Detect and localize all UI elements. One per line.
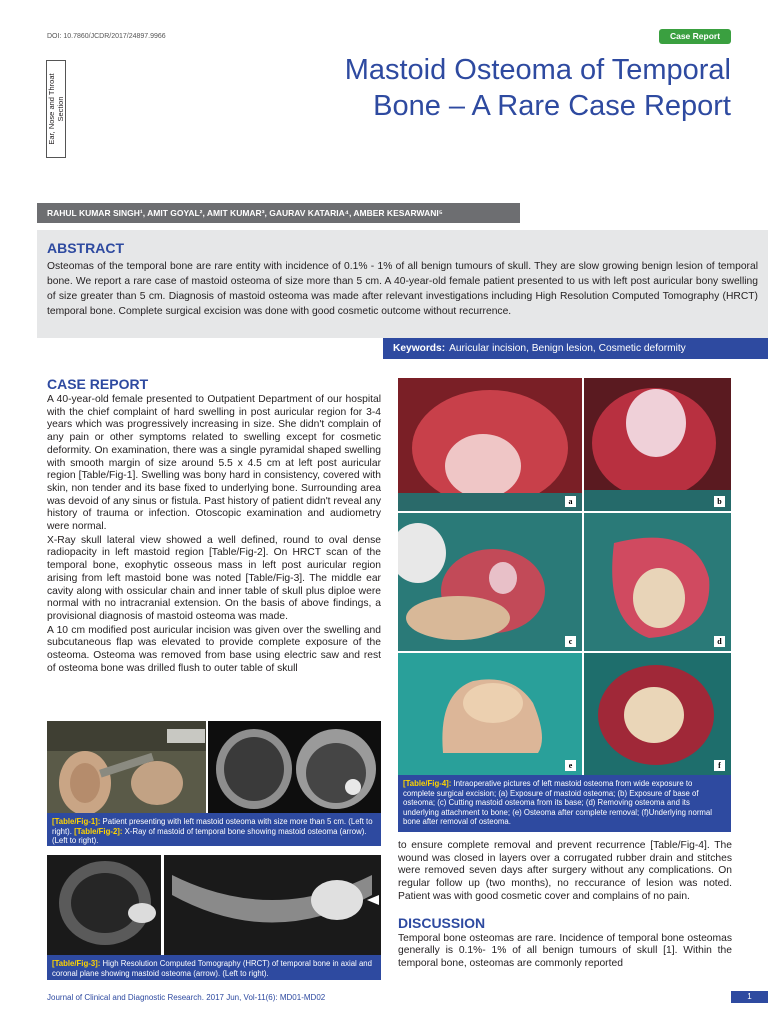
fig4b-illustration: [584, 378, 731, 511]
fig4-panel-c: [398, 513, 582, 651]
fig3-ct-images: [47, 855, 381, 955]
case-report-section: [47, 376, 381, 675]
keywords-label: Keywords:: [393, 343, 446, 354]
fig3-illustration: [47, 855, 381, 955]
fig4c-illustration: [398, 513, 582, 651]
fig1-patient-photo: [47, 721, 206, 813]
case-report-heading: CASE REPORT: [47, 376, 149, 392]
doi: DOI: 10.7860/JCDR/2017/24897.9966: [47, 33, 166, 40]
panel-label-a: a: [565, 496, 576, 507]
discussion-text: Temporal bone osteomas are rare. Incidence of temporal bone osteomas generally is 0.1%- 1% of all benign tumours of skull [1]. Within the temporal bone, osteomas are commonly reported: [398, 932, 732, 969]
abstract-section: [37, 230, 768, 338]
case-report-paragraph-1: A 40-year-old female presented to Outpatient Department of our hospital with the chief complaint of hard swelling in post auricular region for 3-4 years which was progressively increasing in size. She didn't complain of any pain or other symptoms related to swelling except for cosmetic deformity. On examination, there was a single pyramidal shaped swelling with smooth margin of size around 5.5 x 4.5 cm at left post auricular region [Table/Fig-1]. Swelling was bony hard in consistency, covered with skin, non tender and its base fixed to underlying bone. Surrounding area was devoid of any sinus or fistula. Past history of patient didn't reveal any history of trauma or infection. Otoscopic examination and audiometry were normal.: [47, 394, 381, 533]
fig2-caption-text: X-Ray of mastoid of temporal bone showing mastoid osteoma (arrow). (Left to right).: [52, 826, 367, 846]
author-list: RAHUL KUMAR SINGH¹, AMIT GOYAL², AMIT KUMAR³, GAURAV KATARIA⁴, AMBER KESARWANI⁵: [37, 203, 520, 223]
panel-label-c: c: [565, 636, 576, 647]
fig1-caption-text: Patient presenting with left mastoid osteoma with size more than 5 cm. (Left to right).: [52, 817, 373, 836]
fig4-label: [Table/Fig-4]:: [403, 779, 452, 788]
panel-label-e: e: [565, 760, 576, 771]
title-line-1: Mastoid Osteoma of Temporal: [344, 54, 731, 86]
fig4-panel-f: [584, 653, 731, 775]
case-report-paragraph-3: A 10 cm modified post auricular incision was given over the swelling and subcutaneous flap was elevated to provide complete exposure of the osteoma. Osteoma was removed from base using electric saw and rest of osteoma bone was drilled flush to outer table of skull: [47, 624, 381, 674]
fig3-label: [Table/Fig-3]:: [52, 959, 101, 968]
panel-label-f: f: [714, 760, 725, 771]
article-title: [231, 52, 731, 124]
fig2-illustration: [208, 721, 381, 813]
fig2-xray-photo: [208, 721, 381, 813]
fig4-panel-b: [584, 378, 731, 511]
section-tag-line2: Section: [56, 96, 65, 122]
case-report-badge: Case Report: [659, 29, 731, 44]
fig4-panel-a: [398, 378, 582, 511]
footer-journal-citation: Journal of Clinical and Diagnostic Research. 2017 Jun, Vol-11(6): MD01-MD02: [47, 993, 326, 1002]
panel-label-d: d: [714, 636, 725, 647]
keywords-bar: [383, 338, 768, 359]
section-tag: [46, 60, 66, 158]
panel-label-b: b: [714, 496, 725, 507]
abstract-text: Osteomas of the temporal bone are rare entity with incidence of 0.1% - 1% of all benign tumours of skull. They are slow growing benign lesion of temporal bone. We report a rare case of mastoid osteoma of size more than 5 cm. A 40-year-old female patient presented to us with left post auricular bony swelling of size greater than 5 cm. Diagnosis of mastoid osteoma was made after relevant investigations including High Resolution Computed Tomography (HRCT) temporal bone. Complete surgical excision was done with good cosmetic outcome without recurrence.: [47, 261, 758, 317]
section-tag-line1: Ear, Nose and Throat: [47, 73, 56, 145]
fig1-fig2-caption: [47, 813, 381, 846]
fig1-illustration: [47, 721, 206, 813]
abstract-heading: ABSTRACT: [47, 240, 124, 256]
keywords-text: Auricular incision, Benign lesion, Cosmetic deformity: [449, 343, 686, 354]
fig4-panel-d: [584, 513, 731, 651]
case-report-paragraph-2: X-Ray skull lateral view showed a well defined, round to oval dense radiopacity in left mastoid region [Table/Fig-2]. On HRCT scan of the temporal bone, exophytic osseous mass in left post auricular region arising from left mastoid bone was noted [Table/Fig-3]. The middle ear cavity along with ossicular chain and inner table of skull plus diploe were normal with no intracranial extension. On the basis of above findings, a provisional diagnosis of mastoid osteoma was made.: [47, 534, 381, 622]
fig4a-illustration: [398, 378, 582, 511]
fig4-caption: [398, 775, 731, 832]
fig3-caption: [47, 955, 381, 980]
title-line-2: Bone – A Rare Case Report: [373, 90, 731, 122]
fig2-label: [Table/Fig-2]:: [74, 826, 123, 836]
section-tag-label: [47, 73, 65, 144]
fig4-panel-e: [398, 653, 582, 775]
fig4f-illustration: [584, 653, 731, 775]
discussion-heading: DISCUSSION: [398, 914, 486, 931]
fig4-caption-text: Intraoperative pictures of left mastoid osteoma from wide exposure to complete surgical excision; (a) Exposure of mastoid osteoma; (b) Exposure of base of osteoma; (c) Cutting mastoid osteoma from its base; (d) Removing osteoma and its underlying attachment to bone; (e) Osteoma after complete removal; (f)Underlying normal bone after removal of osteoma.: [403, 779, 712, 827]
right-column-text: [398, 840, 732, 971]
fig4d-illustration: [584, 513, 731, 651]
page-number: 1: [731, 991, 768, 1003]
fig4e-illustration: [398, 653, 582, 775]
fig3-caption-text: High Resolution Computed Tomography (HRCT) of temporal bone in axial and coronal plane showing mastoid osteoma (arrow). (Left to right).: [52, 959, 372, 978]
case-report-paragraph-4: to ensure complete removal and prevent recurrence [Table/Fig-4]. The wound was closed in layers over a corrugated rubber drain and stitches were removed seven days after surgery without any complications. On regular follow up (two months), no reccurance of lesion was noted. Patient was with good cosmetic cover and complains of no pain.: [398, 840, 732, 902]
fig1-label: [Table/Fig-1]:: [52, 817, 101, 826]
